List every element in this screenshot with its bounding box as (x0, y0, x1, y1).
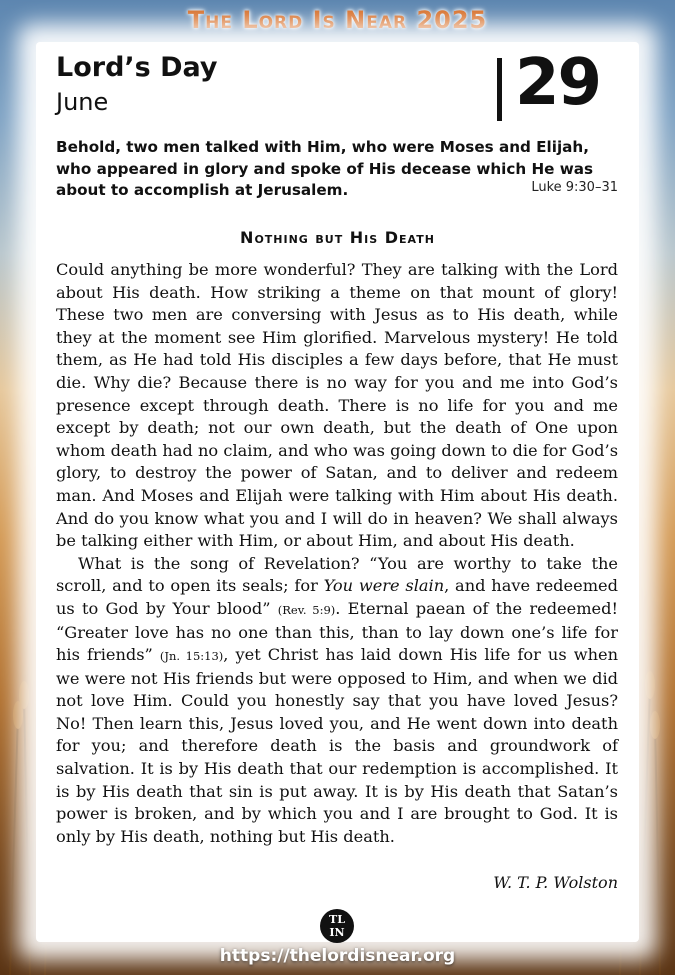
p2-text-d: , yet Christ has laid down His life for us when we were not His friends but were opposed to Him, and when we did not love Him. Could you honestly say that you have loved Jesus? No! Then learn this, Jesus loved you, and He went down into death for you; and therefore death is the basis and groundwork of salvation. It is by His death that our redemption is accomplished. It is by His death that sin is put away. It is by His death that Satan’s power is broken, and by which you and I are brought to God. It is only by His death, nothing but His death. (56, 645, 619, 846)
date-divider (497, 58, 502, 121)
scripture-reference: Luke 9:30–31 (531, 180, 618, 195)
p2-ref-rev: (Rev. 5:9) (277, 602, 336, 617)
p2-text-b: , and have redeemed us to God by Your blood” (56, 576, 618, 618)
paragraph-1: Could anything be more wonderful? They are talking with the Lord about His death. How striking a theme on that mount of glory! These two men are conversing with Jesus as to His death, while they at the moment see Him glorified. Marvelous mystery! He told them, as He had told His disciples a few days before, that He must die. Why die? Because there is no way for you and me into God’s presence except through death. There is no life for you and me except by death; not our own death, but the death of One upon whom death had no claim, and who was going down to die for God’s glory, to destroy the power of Satan, and to deliver and redeem man. And Moses and Elijah were talking with Him about His death. And do you know what you and I will do in heaven? We shall always be talking either with Him, or about Him, and about His death. (56, 260, 618, 551)
day-number: 29 (515, 46, 601, 120)
author: W. T. P. Wolston (493, 873, 618, 892)
logo-bottom-text: IN (329, 926, 345, 939)
month-name: June (56, 88, 109, 116)
p2-text-a: What is the song of Revelation? “You are worthy to take the scroll, and to open its seals; for (56, 553, 618, 596)
p2-ref-jn: (Jn. 15:13) (159, 649, 224, 664)
p2-text-c: . Eternal paean of the redeemed! “Greater love has no one than this, than to lay down one’s life for his friends” (56, 598, 619, 665)
day-name: Lord’s Day (56, 52, 218, 83)
scripture-verse: Behold, two men talked with Him, who were Moses and Elijah, who appeared in glory and spoke of His decease which He was about to accomplish at Jerusalem. (56, 138, 594, 199)
paragraph-2 (56, 553, 618, 849)
devotional-title: Nothing but His Death (240, 228, 435, 247)
p2-italic: You were slain (323, 576, 445, 596)
devotional-body (56, 259, 618, 848)
publication-title: The Lord Is Near 2025 (187, 6, 488, 34)
tlin-logo-icon (320, 909, 354, 943)
logo-top-text: TL (329, 913, 345, 926)
website-link[interactable]: https://thelordisnear.org (219, 946, 456, 966)
